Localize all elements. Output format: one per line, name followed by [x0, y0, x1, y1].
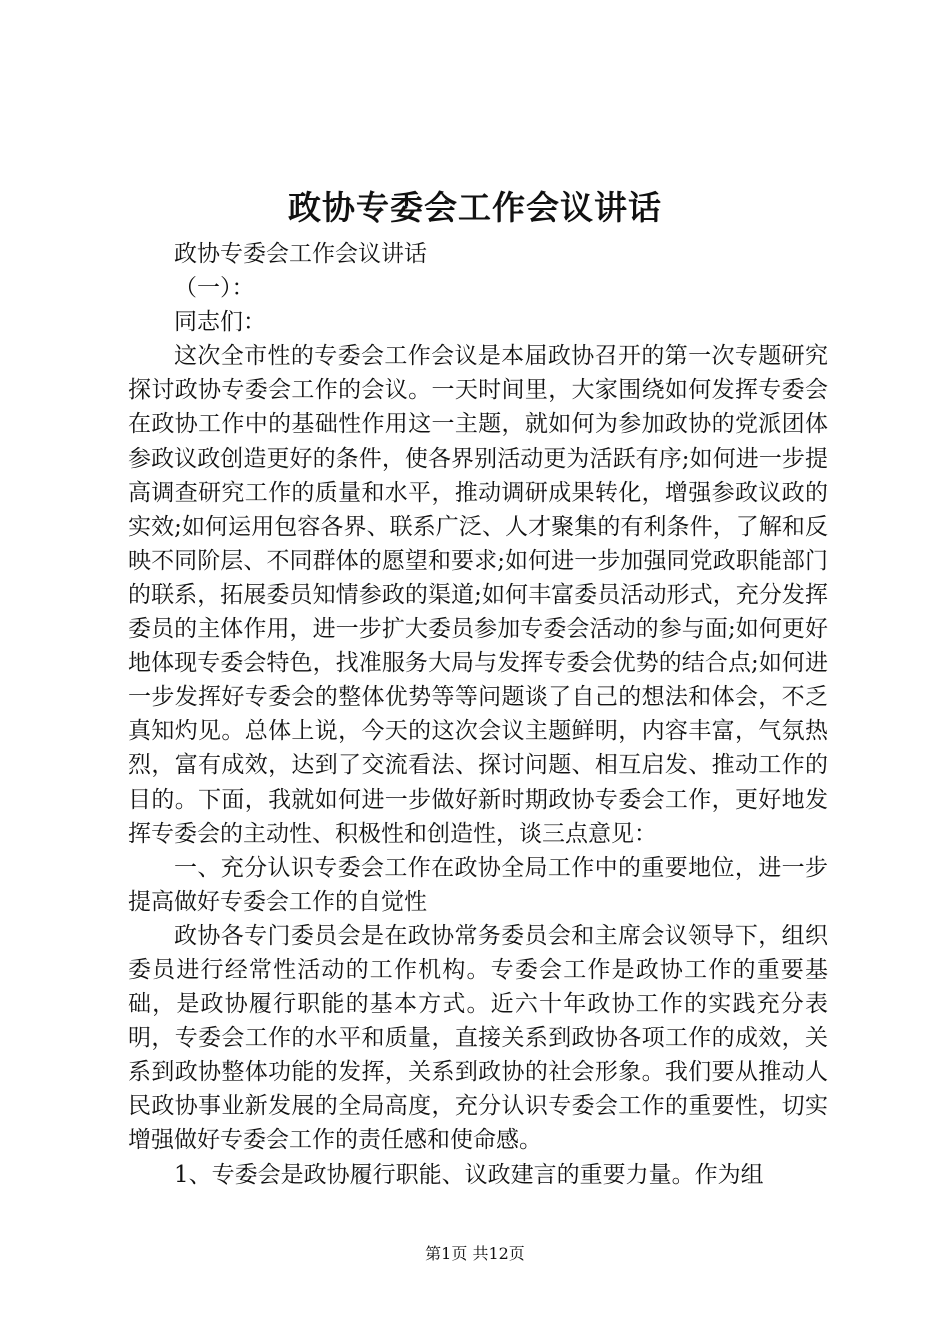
section-heading-paragraph: 一、充分认识专委会工作在政协全局工作中的重要地位，进一步提高做好专委会工作的自觉性 [128, 854, 828, 915]
salutation-paragraph: 同志们： [174, 309, 266, 336]
body-paragraph: 政协各专门委员会是在政协常务委员会和主席会议领导下，组织委员进行经常性活动的工作机构。专委会工作是政协工作的重要基础，是政协履行职能的基本方式。近六十年政协工作的实践充分表明，专委会工作的水平和质量，直接关系到政协各项工作的成效，关系到政协整体功能的发挥，关系到政协的社会形象。我们要从推动人民政协事业新发展的全局高度，充分认识专委会工作的重要性，切实增强做好专委会工作的责任感和使命感。 [128, 922, 828, 1154]
body-paragraph: 1、专委会是政协履行职能、议政建言的重要力量。作为组 [174, 1161, 764, 1188]
body-paragraph: 这次全市性的专委会工作会议是本届政协召开的第一次专题研究探讨政协专委会工作的会议。一天时间里，大家围绕如何发挥专委会在政协工作中的基础性作用这一主题，就如何为参加政协的党派团体参政议政创造更好的条件，使各界别活动更为活跃有序;如何进一步提高调查研究工作的质量和水平，推动调研成果转化，增强参政议政的实效;如何运用包容各界、联系广泛、人才聚集的有利条件，了解和反映不同阶层、不同群体的愿望和要求;如何进一步加强同党政职能部门的联系，拓展委员知情参政的渠道;如何丰富委员活动形式，充分发挥委员的主体作用，进一步扩大委员参加专委会活动的参与面;如何更好地体现专委会特色，找准服务大局与发挥专委会优势的结合点;如何进一步发挥好专委会的整体优势等等问题谈了自己的想法和体会，不乏真知灼见。总体上说，今天的这次会议主题鲜明，内容丰富，气氛热烈，富有成效，达到了交流看法、探讨问题、相互启发、推动工作的目的。下面，我就如何进一步做好新时期政协专委会工作，更好地发挥专委会的主动性、积极性和创造性，谈三点意见： [128, 343, 828, 847]
document-title: 政协专委会工作会议讲话 [288, 188, 662, 227]
subtitle-paragraph: 政协专委会工作会议讲话 [174, 241, 427, 267]
document-body [128, 237, 828, 1192]
page-number-footer: 第1页 共12页 [425, 1244, 525, 1263]
section-marker-paragraph: （一）： [174, 275, 255, 302]
